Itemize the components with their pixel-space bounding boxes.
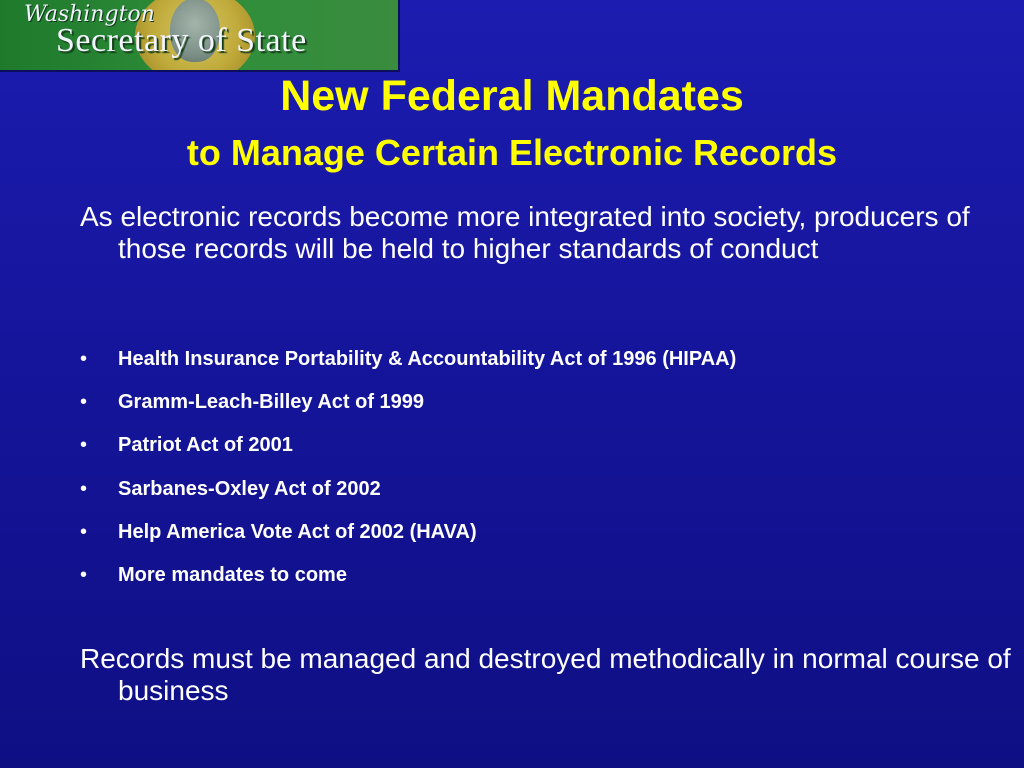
list-item [80,516,736,559]
bullet-icon: • [80,563,88,586]
list-item [80,473,736,516]
logo-main-text: Secretary of State [56,22,307,59]
bullet-icon: • [80,434,88,457]
bullet-icon: • [80,477,88,500]
bullet-icon: • [80,520,88,543]
list-item-text: Health Insurance Portability & Accountability Act of 1996 (HIPAA) [118,348,737,370]
list-item-text: Help America Vote Act of 2002 (HAVA) [118,520,477,543]
list-item [80,429,736,472]
intro-paragraph: As electronic records become more integrated into society, producers of those records will be held to higher standards of conduct [80,201,970,264]
list-item [80,559,736,602]
list-item-text: Gramm-Leach-Billey Act of 1999 [118,391,425,414]
bullet-icon: • [80,348,88,370]
list-item-text: Sarbanes-Oxley Act of 2002 [118,477,381,500]
slide-subtitle: to Manage Certain Electronic Records [186,132,838,173]
secretary-of-state-logo [0,0,400,72]
mandates-list [80,343,736,602]
closing-paragraph: Records must be managed and destroyed methodically in normal course of business [80,643,1011,706]
logo-script-text: Washington [24,2,155,27]
list-item-text: More mandates to come [118,563,347,586]
slide-title: New Federal Mandates [280,72,744,120]
list-item-text: Patriot Act of 2001 [118,434,293,457]
list-item [80,343,736,386]
bullet-icon: • [80,391,88,414]
list-item [80,386,736,429]
